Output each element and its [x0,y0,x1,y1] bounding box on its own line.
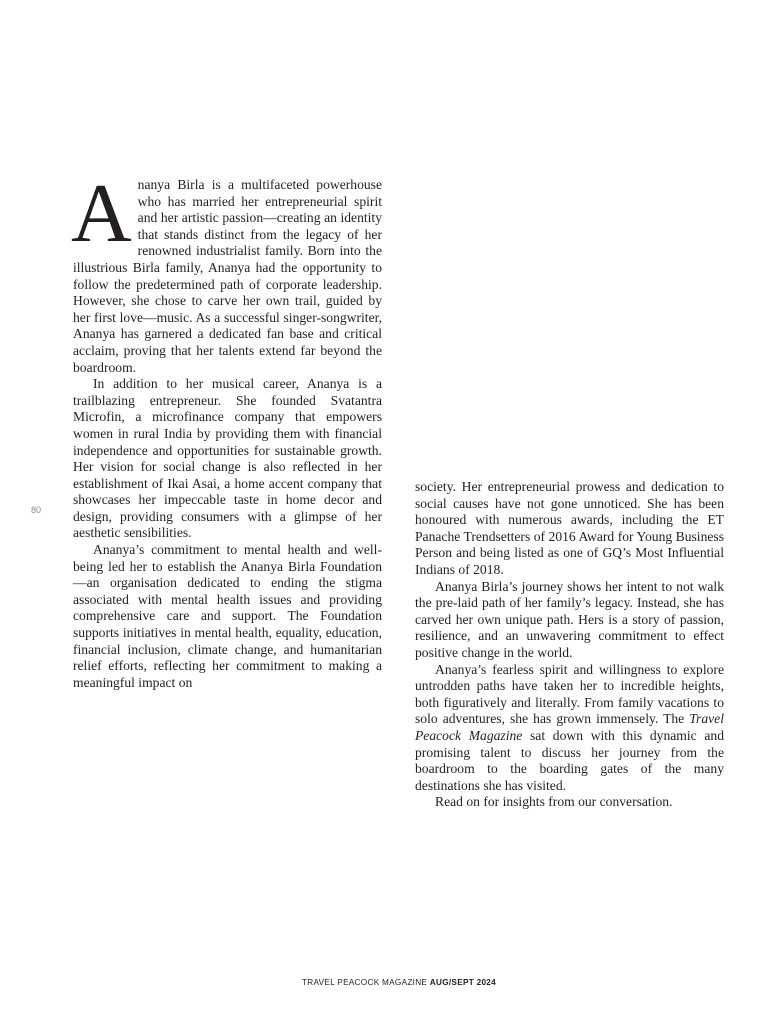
fearless-text-start: Ananya’s fearless spirit and willingness to explore untrodden paths have taken her to incredible heights, both figuratively and literally. From family vacations to solo adventures, she has grown immensely. The [415,661,724,727]
paragraph-entrepreneur: In addition to her musical career, Ananya is a trailblazing entrepreneur. She founded Svatantra Microfin, a microfinance company that empowers women in rural India by providing them with financial independence and opportunities for sustainable growth. Her vision for social change is also reflected in her establishment of Ikai Asai, a home accent company that showcases her impeccable taste in home decor and design, providing consumers with a glimpse of her aesthetic sensibilities. [73,376,382,541]
drop-cap: A [71,167,132,260]
page-footer [302,978,496,987]
intro-text: nanya Birla is a multifaceted powerhouse who has married her entrepreneurial spirit and her artistic passion—creating an identity that stands distinct from the legacy of her renowned industrialist family. Born into the illustrious Birla family, Ananya had the opportunity to follow the predetermined path of corporate leadership. However, she chose to carve her own trail, guided by her first love—music. As a successful singer-songwriter, Ananya has garnered a dedicated fan base and critical acclaim, proving that her talents extend far beyond the boardroom. [73,177,382,375]
paragraph-journey: Ananya Birla’s journey shows her intent to not walk the pre-laid path of her family’s legacy. Instead, she has carved her own unique path. Hers is a story of passion, resilience, and an unwavering commitment to effect positive change in the world. [415,578,724,660]
fearless-text-end: sat down with this dynamic and promising talent to discuss her journey from the boardroom to the boarding gates of the many destinations she has visited. [415,727,724,793]
magazine-name: Travel Peacock Magazine [415,711,724,743]
footer-issue: AUG/SEPT 2024 [429,978,497,987]
paragraph-fearless [415,662,724,795]
footer-publication: TRAVEL PEACOCK MAGAZINE [302,978,430,987]
right-column [415,479,724,811]
paragraph-foundation: Ananya’s commitment to mental health and well-being led her to establish the Ananya Birla Foundation—an organisation dedicated to ending the stigma associated with mental health issues and providing comprehensive care and support. The Foundation supports initiatives in mental health, equality, education, financial inclusion, climate change, and humanitarian relief efforts, reflecting her commitment to making a meaningful impact on [73,542,382,690]
page-number: 80 [31,505,42,515]
intro-paragraph [71,167,382,376]
paragraph-continued: society. Her entrepreneurial prowess and dedication to social causes have not gone unnoticed. She has been honoured with numerous awards, including the ET Panache Trendsetters of 2016 Award for Young Business Person and being listed as one of GQ’s Most Influential Indians of 2018. [415,479,724,577]
left-column [71,167,382,691]
paragraph-read-on: Read on for insights from our conversation. [435,794,673,810]
